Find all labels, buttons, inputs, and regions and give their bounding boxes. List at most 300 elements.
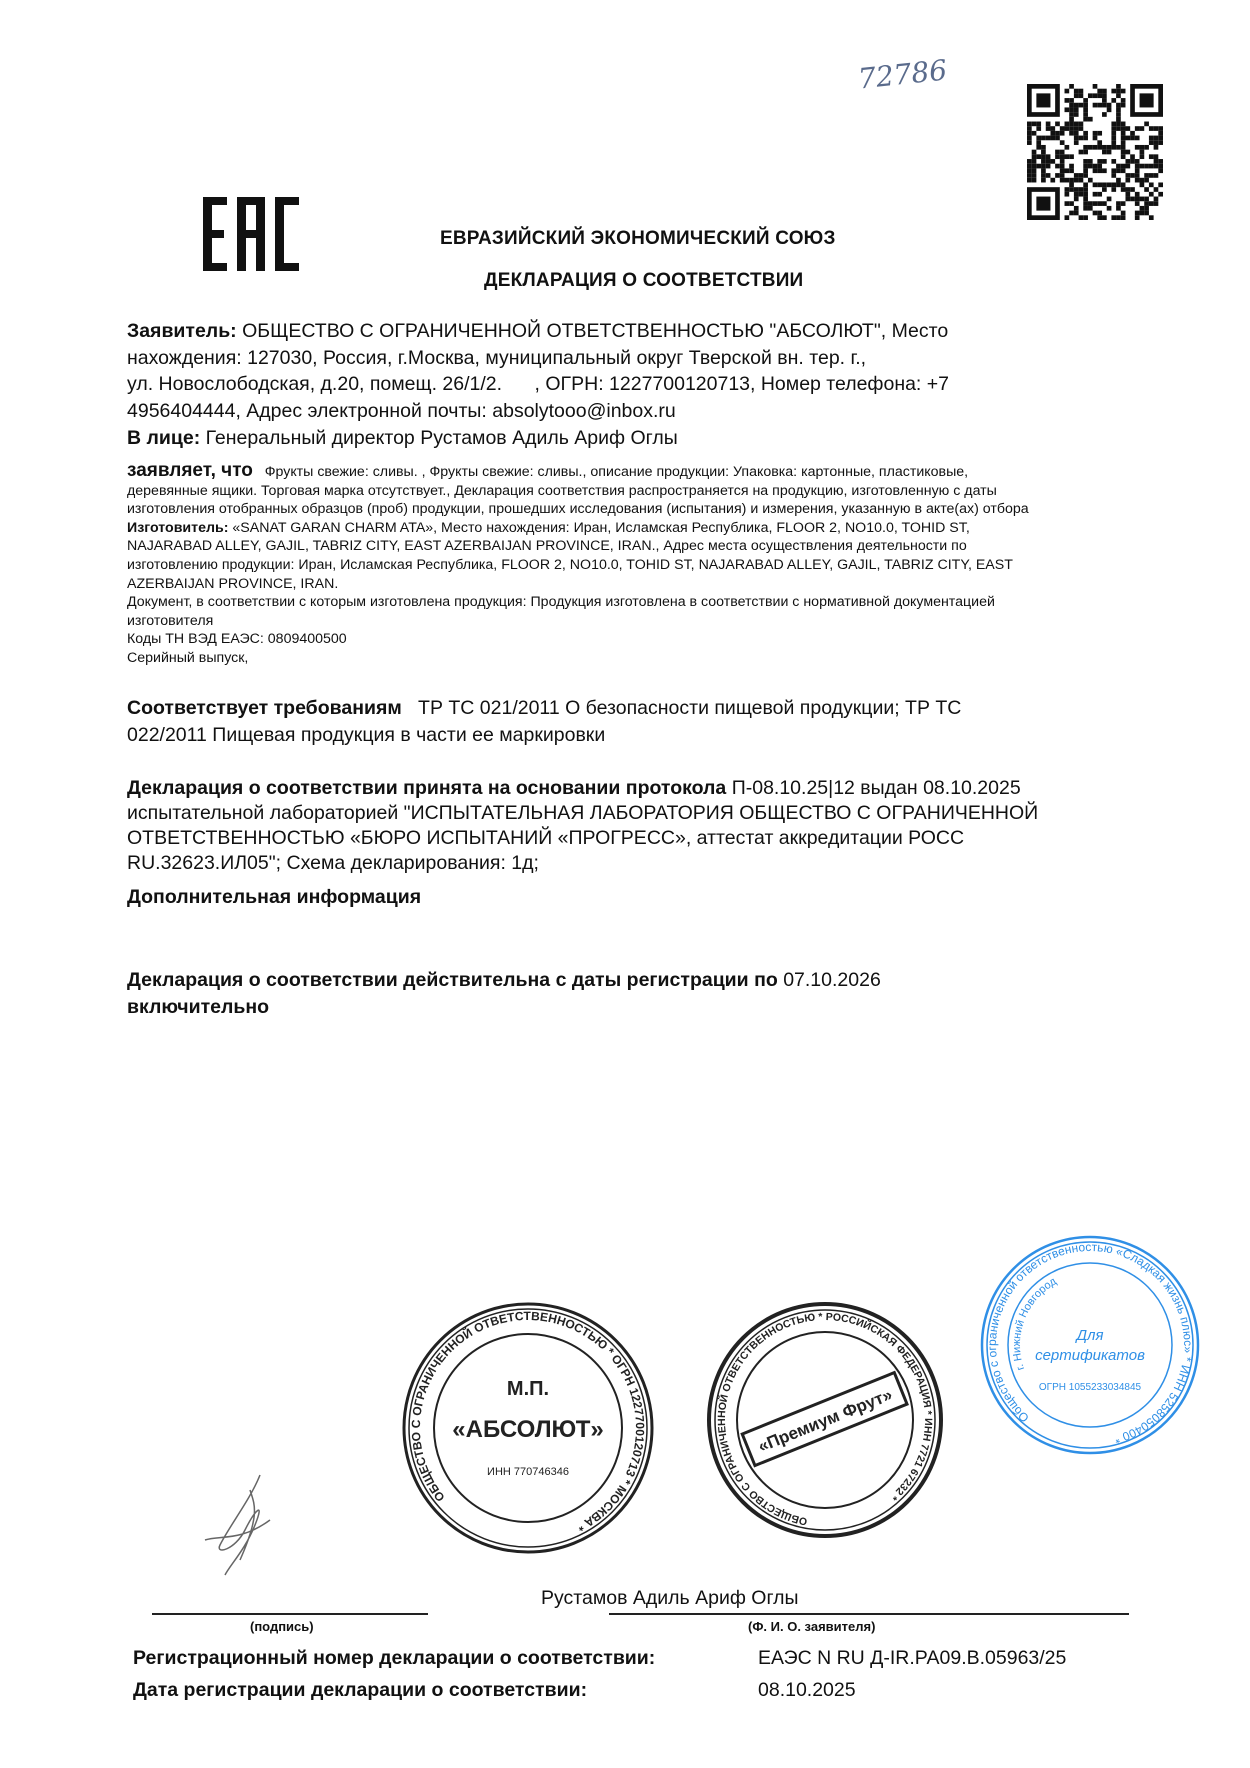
- qr-module: [1093, 84, 1098, 89]
- qr-module: [1060, 164, 1065, 169]
- validity-date: 07.10.2026: [783, 969, 881, 991]
- qr-module: [1111, 145, 1116, 150]
- qr-module: [1140, 197, 1145, 202]
- qr-module: [1144, 206, 1149, 211]
- qr-module: [1079, 89, 1084, 94]
- qr-module: [1074, 107, 1079, 112]
- qr-module: [1083, 98, 1088, 103]
- qr-module: [1069, 98, 1074, 103]
- qr-module: [1158, 131, 1163, 136]
- qr-module: [1079, 93, 1084, 98]
- qr-module: [1116, 93, 1121, 98]
- qr-module: [1154, 154, 1159, 159]
- signer-name: Рустамов Адиль Ариф Оглы: [541, 1587, 799, 1609]
- qr-module: [1050, 131, 1055, 136]
- qr-module: [1027, 168, 1032, 173]
- qr-module: [1135, 215, 1140, 220]
- qr-module: [1079, 215, 1084, 220]
- name-line: [609, 1613, 1129, 1615]
- qr-module: [1102, 168, 1107, 173]
- qr-module: [1027, 131, 1032, 136]
- qr-module: [1065, 178, 1070, 183]
- qr-module: [1027, 164, 1032, 169]
- qr-module: [1111, 131, 1116, 136]
- qr-module: [1069, 164, 1074, 169]
- qr-module: [1154, 201, 1159, 206]
- qr-module: [1088, 93, 1093, 98]
- qr-module: [1041, 150, 1046, 155]
- qr-module: [1083, 136, 1088, 141]
- qr-module: [1140, 178, 1145, 183]
- qr-module: [1041, 168, 1046, 173]
- qr-module: [1074, 112, 1079, 117]
- applicant-label: Заявитель:: [127, 320, 237, 342]
- qr-module: [1074, 122, 1079, 127]
- manufacturer-line: изготовлению продукции: Иран, Исламская Республика, FLOOR 2, NO10.0, TOHID ST, NAJARABAD ALLEY, GAJIL, TABRIZ CITY, EAST: [127, 556, 1013, 573]
- qr-module: [1107, 206, 1112, 211]
- qr-module: [1074, 197, 1079, 202]
- qr-module: [1121, 187, 1126, 192]
- qr-module: [1121, 122, 1126, 127]
- qr-module: [1125, 159, 1130, 164]
- qr-module: [1065, 98, 1070, 103]
- qr-module: [1107, 107, 1112, 112]
- qr-module: [1050, 159, 1055, 164]
- qr-module: [1079, 192, 1084, 197]
- union-heading: ЕВРАЗИЙСКИЙ ЭКОНОМИЧЕСКИЙ СОЮЗ: [440, 228, 836, 249]
- qr-module: [1065, 126, 1070, 131]
- qr-module: [1083, 187, 1088, 192]
- qr-module: [1088, 178, 1093, 183]
- qr-module: [1144, 145, 1149, 150]
- qr-module: [1050, 136, 1055, 141]
- qr-module: [1060, 173, 1065, 178]
- qr-module: [1032, 122, 1037, 127]
- qr-module: [1079, 122, 1084, 127]
- qr-module: [1149, 192, 1154, 197]
- stamp-city-text: г. Нижний Новгород: [1010, 1275, 1059, 1372]
- product-line: Фрукты свежие: сливы. , Фрукты свежие: сливы., описание продукции: Упаковка: картонные, пластиковые,: [264, 464, 969, 480]
- qr-module: [1140, 182, 1145, 187]
- qr-module: [1055, 154, 1060, 159]
- qr-module: [1125, 150, 1130, 155]
- qr-module: [1097, 201, 1102, 206]
- qr-module: [1111, 182, 1116, 187]
- stamp-ring-text: Общество с ограниченной ответственностью «Сладкая жизнь плюс» * ИНН 5258050400 *: [984, 1239, 1196, 1447]
- qr-module: [1055, 131, 1060, 136]
- qr-module: [1111, 187, 1116, 192]
- qr-module: [1060, 154, 1065, 159]
- validity-suffix: включительно: [127, 995, 270, 1018]
- name-caption: (Ф. И. О. заявителя): [748, 1619, 876, 1634]
- qr-module: [1121, 126, 1126, 131]
- qr-module: [1065, 187, 1070, 192]
- qr-module: [1060, 150, 1065, 155]
- qr-module: [1083, 112, 1088, 117]
- qr-module: [1093, 145, 1098, 150]
- qr-module: [1069, 112, 1074, 117]
- qr-module: [1102, 215, 1107, 220]
- qr-module: [1125, 136, 1130, 141]
- registration-date: 08.10.2025: [758, 1679, 856, 1701]
- qr-module: [1065, 154, 1070, 159]
- qr-module: [1125, 187, 1130, 192]
- qr-module: [1036, 136, 1041, 141]
- sweet-life-stamp: [975, 1230, 1205, 1460]
- qr-module: [1097, 89, 1102, 94]
- qr-module: [1102, 187, 1107, 192]
- qr-module: [1140, 126, 1145, 131]
- qr-module: [1158, 168, 1163, 173]
- qr-module: [1055, 122, 1060, 127]
- qr-module: [1116, 206, 1121, 211]
- qr-module: [1130, 173, 1135, 178]
- qr-module: [1041, 145, 1046, 150]
- qr-module: [1065, 168, 1070, 173]
- declaration-body: [127, 462, 1029, 668]
- qr-module: [1144, 211, 1149, 216]
- qr-module: [1144, 201, 1149, 206]
- qr-module: [1069, 168, 1074, 173]
- qr-module: [1069, 211, 1074, 216]
- qr-module: [1121, 215, 1126, 220]
- qr-module: [1074, 192, 1079, 197]
- qr-module: [1102, 159, 1107, 164]
- qr-module: [1140, 150, 1145, 155]
- qr-module: [1050, 178, 1055, 183]
- qr-module: [1060, 159, 1065, 164]
- qr-module: [1116, 182, 1121, 187]
- qr-module: [1111, 173, 1116, 178]
- qr-module: [1154, 187, 1159, 192]
- qr-module: [1140, 164, 1145, 169]
- qr-module: [1083, 197, 1088, 202]
- qr-module: [1102, 98, 1107, 103]
- qr-module: [1125, 178, 1130, 183]
- qr-module: [1107, 182, 1112, 187]
- qr-module: [1149, 215, 1154, 220]
- qr-module: [1032, 159, 1037, 164]
- svg-text:Общество с ограниченной ответс: [975, 1230, 1205, 1460]
- qr-module: [1041, 136, 1046, 141]
- serial-release: Серийный выпуск,: [127, 649, 249, 666]
- qr-module: [1032, 131, 1037, 136]
- qr-module: [1149, 136, 1154, 141]
- qr-module: [1027, 122, 1032, 127]
- product-line: деревянные ящики. Торговая марка отсутствует., Декларация соответствия распространяется на продукцию, изготовленную с даты: [127, 482, 997, 499]
- qr-module: [1154, 140, 1159, 145]
- qr-module: [1046, 122, 1051, 127]
- signature-line: [152, 1613, 428, 1615]
- qr-module: [1093, 164, 1098, 169]
- conformity-section: [127, 695, 961, 748]
- qr-module: [1083, 150, 1088, 155]
- qr-module: [1154, 126, 1159, 131]
- qr-module: [1088, 117, 1093, 122]
- qr-module: [1158, 159, 1163, 164]
- qr-module: [1083, 164, 1088, 169]
- qr-module: [1116, 168, 1121, 173]
- qr-module: [1069, 107, 1074, 112]
- qr-module: [1121, 136, 1126, 141]
- qr-module: [1102, 201, 1107, 206]
- qr-module: [1135, 197, 1140, 202]
- qr-module: [1154, 136, 1159, 141]
- qr-module: [1093, 168, 1098, 173]
- qr-module: [1102, 182, 1107, 187]
- qr-module: [1125, 197, 1130, 202]
- qr-module: [1027, 159, 1032, 164]
- eac-logo: [203, 197, 299, 271]
- qr-module: [1111, 140, 1116, 145]
- qr-module: [1097, 168, 1102, 173]
- qr-module: [1135, 126, 1140, 131]
- qr-module: [1121, 145, 1126, 150]
- qr-module: [1097, 192, 1102, 197]
- qr-module: [1046, 159, 1051, 164]
- stamp-name-text: «Премиум Фрут»: [755, 1384, 896, 1457]
- qr-module: [1116, 122, 1121, 127]
- qr-module: [1083, 145, 1088, 150]
- qr-module: [1097, 140, 1102, 145]
- applicant-line: ул. Новослободская, д.20, помещ. 26/1/2. , ОГРН: 1227700120713, Номер телефона: +7: [127, 373, 949, 395]
- qr-module: [1097, 182, 1102, 187]
- premium-fruit-stamp: [705, 1300, 945, 1540]
- qr-module: [1083, 168, 1088, 173]
- qr-module: [1036, 154, 1041, 159]
- qr-module: [1036, 122, 1041, 127]
- qr-module: [1140, 154, 1145, 159]
- applicant-line: нахождения: 127030, Россия, г.Москва, муниципальный округ Тверской вн. тер. г.,: [127, 346, 867, 369]
- qr-module: [1069, 84, 1074, 89]
- qr-module: [1088, 145, 1093, 150]
- qr-module: [1079, 150, 1084, 155]
- applicant-line: ОБЩЕСТВО С ОГРАНИЧЕННОЙ ОТВЕТСТВЕННОСТЬЮ "АБСОЛЮТ", Место: [242, 320, 949, 342]
- qr-module: [1121, 168, 1126, 173]
- qr-module: [1083, 159, 1088, 164]
- qr-module: [1027, 126, 1032, 131]
- qr-module: [1041, 164, 1046, 169]
- qr-module: [1135, 211, 1140, 216]
- product-line: изготовления отобранных образцов (проб) продукции, прошедших исследования (испытания) и измерения, указанную в акте(ах) отбора: [127, 501, 1029, 518]
- qr-module: [1158, 192, 1163, 197]
- stamp-ring-text: ОБЩЕСТВО С ОГРАНИЧЕННОЙ ОТВЕТСТВЕННОСТЬЮ * ОГРН 1227700120713 * МОСКВА *: [408, 1308, 648, 1535]
- qr-module: [1158, 182, 1163, 187]
- qr-module: [1097, 93, 1102, 98]
- qr-module: [1032, 173, 1037, 178]
- qr-module: [1093, 103, 1098, 108]
- qr-module: [1069, 131, 1074, 136]
- qr-module: [1140, 211, 1145, 216]
- qr-module: [1069, 117, 1074, 122]
- qr-module: [1065, 215, 1070, 220]
- qr-module: [1083, 173, 1088, 178]
- qr-module: [1088, 206, 1093, 211]
- qr-module: [1111, 215, 1116, 220]
- qr-module: [1102, 103, 1107, 108]
- basis-section: [127, 776, 1038, 876]
- qr-module: [1121, 201, 1126, 206]
- qr-module: [1125, 173, 1130, 178]
- qr-module: [1079, 178, 1084, 183]
- qr-module: [1083, 107, 1088, 112]
- document-title: ДЕКЛАРАЦИЯ О СООТВЕТСТВИИ: [484, 270, 804, 291]
- qr-module: [1116, 215, 1121, 220]
- qr-module: [1102, 93, 1107, 98]
- qr-module: [1158, 140, 1163, 145]
- qr-module: [1055, 164, 1060, 169]
- qr-module: [1121, 131, 1126, 136]
- qr-module: [1116, 145, 1121, 150]
- qr-module: [1121, 164, 1126, 169]
- qr-module: [1107, 145, 1112, 150]
- qr-module: [1069, 103, 1074, 108]
- qr-module: [1083, 201, 1088, 206]
- qr-module: [1116, 126, 1121, 131]
- additional-info-label: Дополнительная информация: [127, 886, 422, 908]
- basis-line: П-08.10.25|12 выдан 08.10.2025: [731, 777, 1021, 799]
- stamp-center-text: сертификатов: [1035, 1347, 1145, 1364]
- declares-label: заявляет, что: [127, 460, 253, 481]
- qr-module: [1074, 178, 1079, 183]
- absolut-stamp: [400, 1300, 656, 1556]
- qr-module: [1074, 173, 1079, 178]
- qr-module: [1079, 126, 1084, 131]
- qr-module: [1116, 112, 1121, 117]
- qr-module: [1093, 201, 1098, 206]
- qr-module: [1074, 131, 1079, 136]
- qr-module: [1093, 192, 1098, 197]
- qr-module: [1154, 197, 1159, 202]
- qr-module: [1140, 145, 1145, 150]
- stamp-center-text: Для: [1076, 1327, 1104, 1344]
- basis-line: ОТВЕТСТВЕННОСТЬЮ «БЮРО ИСПЫТАНИЙ «ПРОГРЕСС», аттестат аккредитации РОСС: [127, 827, 965, 849]
- qr-module: [1041, 159, 1046, 164]
- qr-finder: [1036, 197, 1050, 211]
- qr-module: [1046, 154, 1051, 159]
- qr-module: [1135, 168, 1140, 173]
- qr-module: [1116, 164, 1121, 169]
- qr-module: [1158, 136, 1163, 141]
- conforms-label: Соответствует требованиям: [127, 697, 402, 719]
- qr-code: [1027, 84, 1163, 220]
- qr-module: [1060, 140, 1065, 145]
- handwritten-number: 72786: [856, 53, 949, 96]
- qr-module: [1027, 140, 1032, 145]
- qr-module: [1074, 140, 1079, 145]
- registration-number: ЕАЭС N RU Д-IR.РА09.В.05963/25: [758, 1647, 1067, 1669]
- qr-module: [1102, 145, 1107, 150]
- qr-module: [1027, 136, 1032, 141]
- stamp-ring-text: ОБЩЕСТВО С ОГРАНИЧЕННОЙ ОТВЕТСТВЕННОСТЬЮ * РОССИЙСКАЯ ФЕДЕРАЦИЯ * ИНН 7721 67232 *: [715, 1310, 935, 1528]
- qr-module: [1121, 211, 1126, 216]
- qr-module: [1121, 182, 1126, 187]
- qr-module: [1097, 211, 1102, 216]
- applicant-section: [127, 318, 949, 452]
- manufacturer-line: «SANAT GARAN CHARM ATA», Место нахождения: Иран, Исламская Республика, FLOOR 2, NO10.0, TOHID ST,: [232, 519, 970, 536]
- registration-number-label: Регистрационный номер декларации о соответствии:: [133, 1647, 656, 1669]
- manufacturer-line: NAJARABAD ALLEY, GAJIL, TABRIZ CITY, EAST AZERBAIJAN PROVINCE, IRAN., Адрес места осуществления деятельности по: [127, 538, 967, 555]
- stamp-mp-text: М.П.: [506, 1378, 550, 1400]
- qr-module: [1135, 145, 1140, 150]
- qr-module: [1116, 201, 1121, 206]
- qr-module: [1102, 89, 1107, 94]
- qr-module: [1097, 164, 1102, 169]
- qr-module: [1079, 187, 1084, 192]
- qr-module: [1111, 136, 1116, 141]
- qr-module: [1135, 178, 1140, 183]
- qr-module: [1144, 173, 1149, 178]
- document-line: изготовителя: [127, 612, 214, 629]
- represented-value: Генеральный директор Рустамов Адиль Ариф Оглы: [205, 427, 678, 449]
- qr-module: [1149, 126, 1154, 131]
- qr-module: [1107, 150, 1112, 155]
- qr-module: [1032, 164, 1037, 169]
- qr-module: [1116, 117, 1121, 122]
- qr-finder: [1140, 93, 1154, 107]
- qr-module: [1041, 178, 1046, 183]
- stamp-ogrn-text: ОГРН 1055233034845: [1038, 1382, 1142, 1393]
- qr-module: [1158, 164, 1163, 169]
- qr-module: [1135, 173, 1140, 178]
- qr-module: [1093, 182, 1098, 187]
- qr-module: [1111, 122, 1116, 127]
- qr-module: [1065, 107, 1070, 112]
- qr-module: [1097, 131, 1102, 136]
- qr-module: [1130, 159, 1135, 164]
- qr-module: [1074, 206, 1079, 211]
- document-line: Документ, в соответствии с которым изготовлена продукция: Продукция изготовлена в соответствии с нормативной документацией: [127, 594, 995, 611]
- qr-module: [1111, 159, 1116, 164]
- qr-module: [1041, 173, 1046, 178]
- qr-module: [1065, 145, 1070, 150]
- qr-module: [1111, 126, 1116, 131]
- qr-module: [1032, 168, 1037, 173]
- qr-module: [1125, 164, 1130, 169]
- qr-module: [1140, 206, 1145, 211]
- qr-module: [1130, 131, 1135, 136]
- qr-module: [1121, 98, 1126, 103]
- qr-module: [1069, 178, 1074, 183]
- qr-module: [1149, 164, 1154, 169]
- qr-module: [1055, 136, 1060, 141]
- qr-module: [1130, 197, 1135, 202]
- qr-module: [1074, 136, 1079, 141]
- qr-module: [1060, 178, 1065, 183]
- qr-module: [1032, 178, 1037, 183]
- qr-module: [1121, 140, 1126, 145]
- qr-module: [1069, 122, 1074, 127]
- qr-module: [1121, 89, 1126, 94]
- qr-module: [1135, 159, 1140, 164]
- qr-module: [1097, 103, 1102, 108]
- conforms-line: ТР ТС 021/2011 О безопасности пищевой продукции; ТР ТС: [418, 697, 962, 719]
- qr-module: [1088, 159, 1093, 164]
- qr-module: [1036, 126, 1041, 131]
- qr-module: [1116, 84, 1121, 89]
- qr-module: [1069, 126, 1074, 131]
- registration-date-label: Дата регистрации декларации о соответствии:: [133, 1679, 588, 1701]
- qr-module: [1083, 117, 1088, 122]
- qr-module: [1102, 150, 1107, 155]
- qr-module: [1111, 168, 1116, 173]
- qr-module: [1041, 154, 1046, 159]
- qr-module: [1144, 164, 1149, 169]
- qr-module: [1036, 145, 1041, 150]
- qr-module: [1121, 154, 1126, 159]
- qr-module: [1065, 192, 1070, 197]
- qr-module: [1079, 173, 1084, 178]
